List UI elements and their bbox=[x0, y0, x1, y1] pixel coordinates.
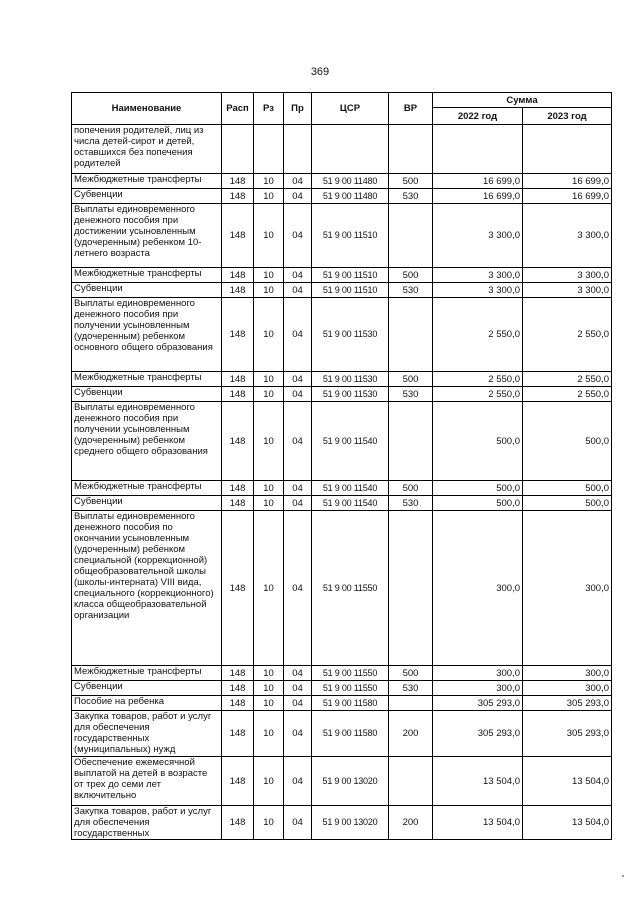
page-number: 369 bbox=[310, 66, 330, 78]
cell-y2022: 13 504,0 bbox=[433, 806, 523, 840]
table-row bbox=[72, 711, 612, 757]
cell-y2023: 3 300,0 bbox=[523, 268, 612, 283]
cell-y2023: 305 293,0 bbox=[523, 696, 612, 711]
cell-rz: 10 bbox=[254, 711, 284, 757]
header-rasp: Расп bbox=[222, 93, 254, 125]
cell-rasp: 148 bbox=[222, 511, 254, 666]
table-row bbox=[72, 204, 612, 268]
cell-vr bbox=[389, 204, 433, 268]
header-year-2023: 2023 год bbox=[523, 108, 612, 125]
cell-csr: 51 9 00 11540 bbox=[312, 496, 389, 511]
cell-y2023: 305 293,0 bbox=[523, 711, 612, 757]
cell-vr: 500 bbox=[389, 268, 433, 283]
cell-y2022: 500,0 bbox=[433, 496, 523, 511]
cell-y2022: 2 550,0 bbox=[433, 298, 523, 372]
cell-csr: 51 9 00 11530 bbox=[312, 372, 389, 387]
cell-rasp: 148 bbox=[222, 757, 254, 806]
cell-y2023: 2 550,0 bbox=[523, 387, 612, 402]
cell-y2023: 13 504,0 bbox=[523, 757, 612, 806]
cell-y2023 bbox=[523, 125, 612, 174]
cell-vr bbox=[389, 298, 433, 372]
cell-name: Выплаты единовременного денежного пособия при достижении усыновленным (удочеренным) ребенком 10-летнего возраста bbox=[72, 204, 222, 268]
cell-y2022: 305 293,0 bbox=[433, 711, 523, 757]
cell-csr: 51 9 00 11540 bbox=[312, 402, 389, 481]
cell-rz: 10 bbox=[254, 402, 284, 481]
cell-vr: 530 bbox=[389, 681, 433, 696]
cell-vr bbox=[389, 402, 433, 481]
header-vr: ВР bbox=[389, 93, 433, 125]
cell-pr: 04 bbox=[284, 481, 312, 496]
cell-rz: 10 bbox=[254, 372, 284, 387]
cell-csr: 51 9 00 13020 bbox=[312, 806, 389, 840]
cell-y2023: 300,0 bbox=[523, 666, 612, 681]
cell-csr: 51 9 00 11580 bbox=[312, 711, 389, 757]
cell-rz: 10 bbox=[254, 189, 284, 204]
cell-y2023: 16 699,0 bbox=[523, 174, 612, 189]
cell-pr bbox=[284, 125, 312, 174]
cell-vr: 500 bbox=[389, 481, 433, 496]
table-row bbox=[72, 666, 612, 681]
cell-y2022: 305 293,0 bbox=[433, 696, 523, 711]
cell-csr: 51 9 00 11510 bbox=[312, 268, 389, 283]
table-row bbox=[72, 387, 612, 402]
cell-name: Межбюджетные трансферты bbox=[72, 174, 222, 189]
cell-rasp: 148 bbox=[222, 681, 254, 696]
cell-rasp: 148 bbox=[222, 481, 254, 496]
cell-rz: 10 bbox=[254, 298, 284, 372]
cell-rz: 10 bbox=[254, 666, 284, 681]
cell-rz: 10 bbox=[254, 496, 284, 511]
table-row bbox=[72, 372, 612, 387]
cell-name: Закупка товаров, работ и услуг для обеспечения государственных (муниципальных) нужд bbox=[72, 711, 222, 757]
cell-rz bbox=[254, 125, 284, 174]
cell-rasp: 148 bbox=[222, 174, 254, 189]
cell-name: попечения родителей, лиц из числа детей-сирот и детей, оставшихся без попечения родителей bbox=[72, 125, 222, 174]
cell-rz: 10 bbox=[254, 511, 284, 666]
cell-vr: 530 bbox=[389, 189, 433, 204]
cell-y2023: 500,0 bbox=[523, 496, 612, 511]
cell-vr: 200 bbox=[389, 806, 433, 840]
cell-rasp: 148 bbox=[222, 283, 254, 298]
cell-rz: 10 bbox=[254, 387, 284, 402]
cell-y2022: 3 300,0 bbox=[433, 268, 523, 283]
cell-y2022: 16 699,0 bbox=[433, 174, 523, 189]
cell-name: Межбюджетные трансферты bbox=[72, 268, 222, 283]
cell-csr: 51 9 00 11480 bbox=[312, 174, 389, 189]
cell-name: Закупка товаров, работ и услуг для обеспечения государственных bbox=[72, 806, 222, 840]
cell-y2023: 16 699,0 bbox=[523, 189, 612, 204]
table-row bbox=[72, 268, 612, 283]
cell-rasp: 148 bbox=[222, 387, 254, 402]
header-rz: Рз bbox=[254, 93, 284, 125]
table-row bbox=[72, 402, 612, 481]
cell-rasp: 148 bbox=[222, 666, 254, 681]
table-row bbox=[72, 681, 612, 696]
cell-csr bbox=[312, 125, 389, 174]
cell-y2023: 500,0 bbox=[523, 402, 612, 481]
cell-vr: 200 bbox=[389, 711, 433, 757]
cell-rasp: 148 bbox=[222, 204, 254, 268]
table-row bbox=[72, 806, 612, 840]
cell-vr: 500 bbox=[389, 666, 433, 681]
cell-rz: 10 bbox=[254, 204, 284, 268]
cell-pr: 04 bbox=[284, 387, 312, 402]
cell-rasp: 148 bbox=[222, 696, 254, 711]
cell-pr: 04 bbox=[284, 666, 312, 681]
header-name: Наименование bbox=[72, 93, 222, 125]
cell-rasp: 148 bbox=[222, 298, 254, 372]
cell-pr: 04 bbox=[284, 268, 312, 283]
cell-name: Субвенции bbox=[72, 681, 222, 696]
cell-y2022: 13 504,0 bbox=[433, 757, 523, 806]
cell-rz: 10 bbox=[254, 806, 284, 840]
cell-pr: 04 bbox=[284, 496, 312, 511]
cell-vr bbox=[389, 511, 433, 666]
cell-rz: 10 bbox=[254, 696, 284, 711]
cell-pr: 04 bbox=[284, 806, 312, 840]
cell-vr bbox=[389, 696, 433, 711]
cell-pr: 04 bbox=[284, 681, 312, 696]
cell-vr: 530 bbox=[389, 496, 433, 511]
table-row bbox=[72, 757, 612, 806]
cell-rasp: 148 bbox=[222, 268, 254, 283]
cell-rz: 10 bbox=[254, 268, 284, 283]
cell-csr: 51 9 00 11550 bbox=[312, 681, 389, 696]
cell-y2022: 3 300,0 bbox=[433, 204, 523, 268]
cell-name: Обеспечение ежемесячной выплатой на детей в возрасте от трех до семи лет включительно bbox=[72, 757, 222, 806]
cell-csr: 51 9 00 11530 bbox=[312, 298, 389, 372]
cell-vr: 500 bbox=[389, 372, 433, 387]
cell-y2023: 300,0 bbox=[523, 511, 612, 666]
cell-vr bbox=[389, 125, 433, 174]
table-header bbox=[72, 93, 612, 125]
table-row bbox=[72, 298, 612, 372]
cell-name: Межбюджетные трансферты bbox=[72, 481, 222, 496]
scan-artifact bbox=[622, 875, 624, 877]
cell-csr: 51 9 00 11530 bbox=[312, 387, 389, 402]
cell-name: Субвенции bbox=[72, 189, 222, 204]
cell-name: Пособие на ребенка bbox=[72, 696, 222, 711]
cell-vr bbox=[389, 757, 433, 806]
cell-rasp: 148 bbox=[222, 402, 254, 481]
cell-y2022: 2 550,0 bbox=[433, 387, 523, 402]
cell-name: Выплаты единовременного денежного пособия при получении усыновленным (удочеренным) ребенком основного общего образования bbox=[72, 298, 222, 372]
cell-csr: 51 9 00 11550 bbox=[312, 666, 389, 681]
table-row bbox=[72, 283, 612, 298]
cell-pr: 04 bbox=[284, 298, 312, 372]
cell-y2023: 13 504,0 bbox=[523, 806, 612, 840]
cell-y2022: 300,0 bbox=[433, 511, 523, 666]
cell-rasp: 148 bbox=[222, 806, 254, 840]
cell-csr: 51 9 00 11510 bbox=[312, 283, 389, 298]
cell-pr: 04 bbox=[284, 189, 312, 204]
header-pr: Пр bbox=[284, 93, 312, 125]
cell-pr: 04 bbox=[284, 174, 312, 189]
header-year-2022: 2022 год bbox=[433, 108, 523, 125]
table-body bbox=[72, 125, 612, 840]
cell-pr: 04 bbox=[284, 696, 312, 711]
cell-rasp: 148 bbox=[222, 496, 254, 511]
table-row bbox=[72, 174, 612, 189]
cell-rz: 10 bbox=[254, 174, 284, 189]
cell-pr: 04 bbox=[284, 204, 312, 268]
cell-y2022: 300,0 bbox=[433, 681, 523, 696]
cell-y2022 bbox=[433, 125, 523, 174]
cell-csr: 51 9 00 11480 bbox=[312, 189, 389, 204]
cell-name: Выплаты единовременного денежного пособия по окончании усыновленным (удочеренным) ребенком специальной (коррекционной) общеобразовательной школы (школы-интерната) VIII вида, специального (коррекционного) класса общеобразовательной организации bbox=[72, 511, 222, 666]
cell-y2022: 16 699,0 bbox=[433, 189, 523, 204]
cell-rasp: 148 bbox=[222, 372, 254, 387]
table-row bbox=[72, 496, 612, 511]
cell-y2022: 3 300,0 bbox=[433, 283, 523, 298]
cell-rz: 10 bbox=[254, 757, 284, 806]
table-row bbox=[72, 125, 612, 174]
cell-name: Межбюджетные трансферты bbox=[72, 666, 222, 681]
cell-rasp: 148 bbox=[222, 189, 254, 204]
cell-csr: 51 9 00 11540 bbox=[312, 481, 389, 496]
cell-y2023: 2 550,0 bbox=[523, 372, 612, 387]
cell-pr: 04 bbox=[284, 711, 312, 757]
cell-rz: 10 bbox=[254, 283, 284, 298]
cell-rz: 10 bbox=[254, 481, 284, 496]
cell-name: Субвенции bbox=[72, 283, 222, 298]
cell-vr: 530 bbox=[389, 387, 433, 402]
cell-rasp bbox=[222, 125, 254, 174]
cell-pr: 04 bbox=[284, 372, 312, 387]
cell-csr: 51 9 00 11510 bbox=[312, 204, 389, 268]
budget-table bbox=[71, 92, 612, 840]
table-row bbox=[72, 696, 612, 711]
cell-name: Выплаты единовременного денежного пособия при получении усыновленным (удочеренным) ребенком среднего общего образования bbox=[72, 402, 222, 481]
header-sum: Сумма bbox=[433, 93, 612, 108]
cell-pr: 04 bbox=[284, 757, 312, 806]
cell-rz: 10 bbox=[254, 681, 284, 696]
cell-y2023: 3 300,0 bbox=[523, 283, 612, 298]
cell-y2022: 300,0 bbox=[433, 666, 523, 681]
cell-name: Межбюджетные трансферты bbox=[72, 372, 222, 387]
cell-y2023: 300,0 bbox=[523, 681, 612, 696]
cell-pr: 04 bbox=[284, 402, 312, 481]
cell-pr: 04 bbox=[284, 511, 312, 666]
cell-y2022: 500,0 bbox=[433, 481, 523, 496]
cell-vr: 530 bbox=[389, 283, 433, 298]
cell-csr: 51 9 00 11550 bbox=[312, 511, 389, 666]
cell-pr: 04 bbox=[284, 283, 312, 298]
cell-name: Субвенции bbox=[72, 496, 222, 511]
table-row bbox=[72, 511, 612, 666]
cell-y2023: 2 550,0 bbox=[523, 298, 612, 372]
cell-csr: 51 9 00 11580 bbox=[312, 696, 389, 711]
table-row bbox=[72, 481, 612, 496]
cell-y2023: 3 300,0 bbox=[523, 204, 612, 268]
cell-csr: 51 9 00 13020 bbox=[312, 757, 389, 806]
cell-name: Субвенции bbox=[72, 387, 222, 402]
cell-y2023: 500,0 bbox=[523, 481, 612, 496]
cell-rasp: 148 bbox=[222, 711, 254, 757]
header-csr: ЦСР bbox=[312, 93, 389, 125]
cell-y2022: 500,0 bbox=[433, 402, 523, 481]
table-row bbox=[72, 189, 612, 204]
cell-y2022: 2 550,0 bbox=[433, 372, 523, 387]
cell-vr: 500 bbox=[389, 174, 433, 189]
